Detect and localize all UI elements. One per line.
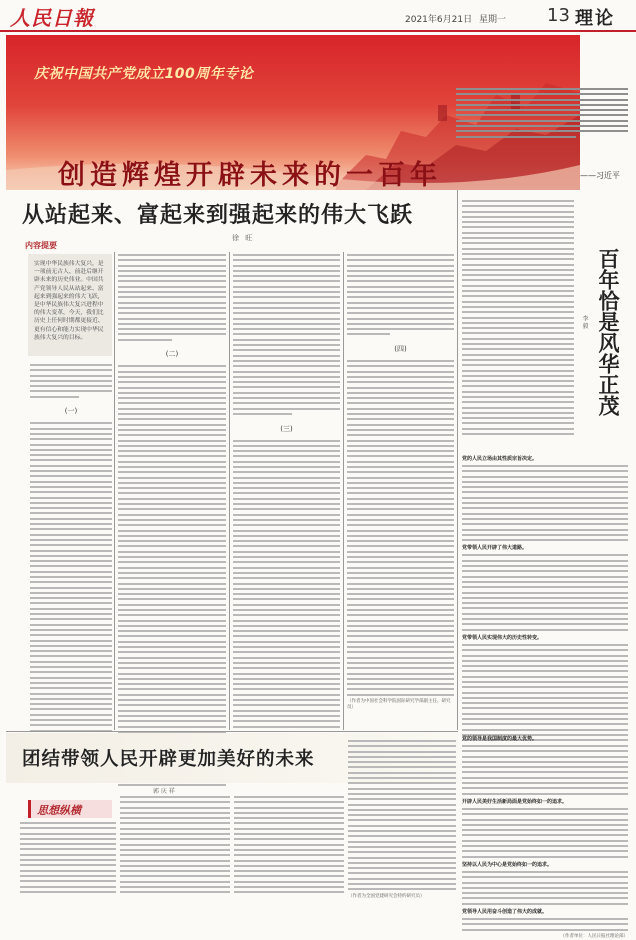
section-heading: (三) bbox=[280, 424, 293, 433]
column-logo bbox=[28, 800, 112, 818]
right-article-lines-bottom bbox=[462, 455, 628, 731]
article-credit: （作者为中国社会科学院国际研究学部副主任、研究员） bbox=[347, 699, 451, 711]
main-article-byline: 徐 旺 bbox=[232, 234, 255, 242]
bottom-article-column bbox=[234, 796, 344, 898]
main-article-title: 从站起来、富起来到强起来的伟大飞跃 bbox=[22, 203, 414, 228]
page-number: 13 bbox=[547, 5, 570, 26]
right-article-lines-lower bbox=[462, 735, 628, 939]
column-rule bbox=[343, 252, 344, 730]
column-rule bbox=[114, 252, 115, 730]
section-heading: (一) bbox=[64, 407, 78, 416]
bottom-article-title: 团结带领人民开辟更加美好的未来 bbox=[22, 749, 315, 770]
section-heading: (二) bbox=[165, 350, 179, 359]
bottom-article-column bbox=[20, 822, 116, 898]
subhead: 坚持以人民为中心是党始终如一的追求。 bbox=[462, 861, 553, 868]
article-column bbox=[347, 254, 454, 728]
date-text: 2021年6月21日 bbox=[405, 15, 473, 25]
banner-kicker: 庆祝中国共产党成立100周年专论 bbox=[34, 66, 254, 82]
summary-label: 内容提要 bbox=[22, 240, 60, 251]
subhead: 党的领导是我国制度的最大优势。 bbox=[462, 736, 538, 742]
summary-box bbox=[25, 241, 112, 356]
article-column bbox=[30, 364, 112, 728]
quote-box bbox=[456, 80, 628, 192]
subhead: 党带领人民实现伟大的历史性转变。 bbox=[462, 634, 543, 641]
right-column-byline: 李 毅 bbox=[581, 315, 588, 329]
article-credit: （作者为全国党建研究会特约研究员） bbox=[348, 893, 425, 899]
right-article-lines-top bbox=[462, 200, 574, 450]
right-column-title: 百年恰是风华正茂 bbox=[596, 248, 621, 416]
column-rule bbox=[229, 252, 230, 730]
section-name: 理论 bbox=[575, 8, 615, 29]
column-rule bbox=[457, 190, 458, 730]
bottom-article-column bbox=[348, 740, 456, 898]
summary-text: 实现中华民族伟大复兴，是一项前无古人、前赴后继开辟未来的历史伟业。中国共产党领导人民从站起来、富起来到强起来的伟大飞跃，是中华民族伟大复兴进程中的伟大变革，今天，我们比历史上任何时期都更接近、更有信心和能力实现中华民族伟大复兴的目标。 bbox=[34, 261, 104, 341]
article-credit: （作者单位：人民日报社理论部） bbox=[560, 933, 628, 939]
quote-text-lines bbox=[456, 88, 628, 141]
section-heading: (四) bbox=[394, 345, 407, 354]
subhead: 党领导人民用奋斗创造了伟大的成就。 bbox=[462, 909, 548, 916]
newspaper-logo: 人民日報 bbox=[10, 6, 94, 30]
article-column bbox=[118, 254, 226, 728]
subhead: 党的人民立场由其性质宗旨决定。 bbox=[462, 456, 538, 462]
quote-author: ——习近平 bbox=[580, 171, 620, 180]
subhead: 党带领人民开辟了伟大道路。 bbox=[462, 545, 528, 552]
article-column bbox=[233, 254, 340, 728]
bottom-article-byline: 郭 庆 祥 bbox=[153, 788, 175, 795]
column-logo-text: 思想纵横 bbox=[37, 804, 81, 817]
section-divider bbox=[6, 731, 458, 732]
weekday-text: 星期一 bbox=[478, 15, 506, 25]
issue-date bbox=[405, 12, 506, 25]
masthead bbox=[0, 0, 636, 32]
subhead: 开辟人民美好生活新局面是党始终如一的追求。 bbox=[462, 798, 568, 805]
bottom-article-column bbox=[120, 796, 230, 898]
banner-title: 创造辉煌开辟未来的一百年 bbox=[58, 160, 442, 191]
